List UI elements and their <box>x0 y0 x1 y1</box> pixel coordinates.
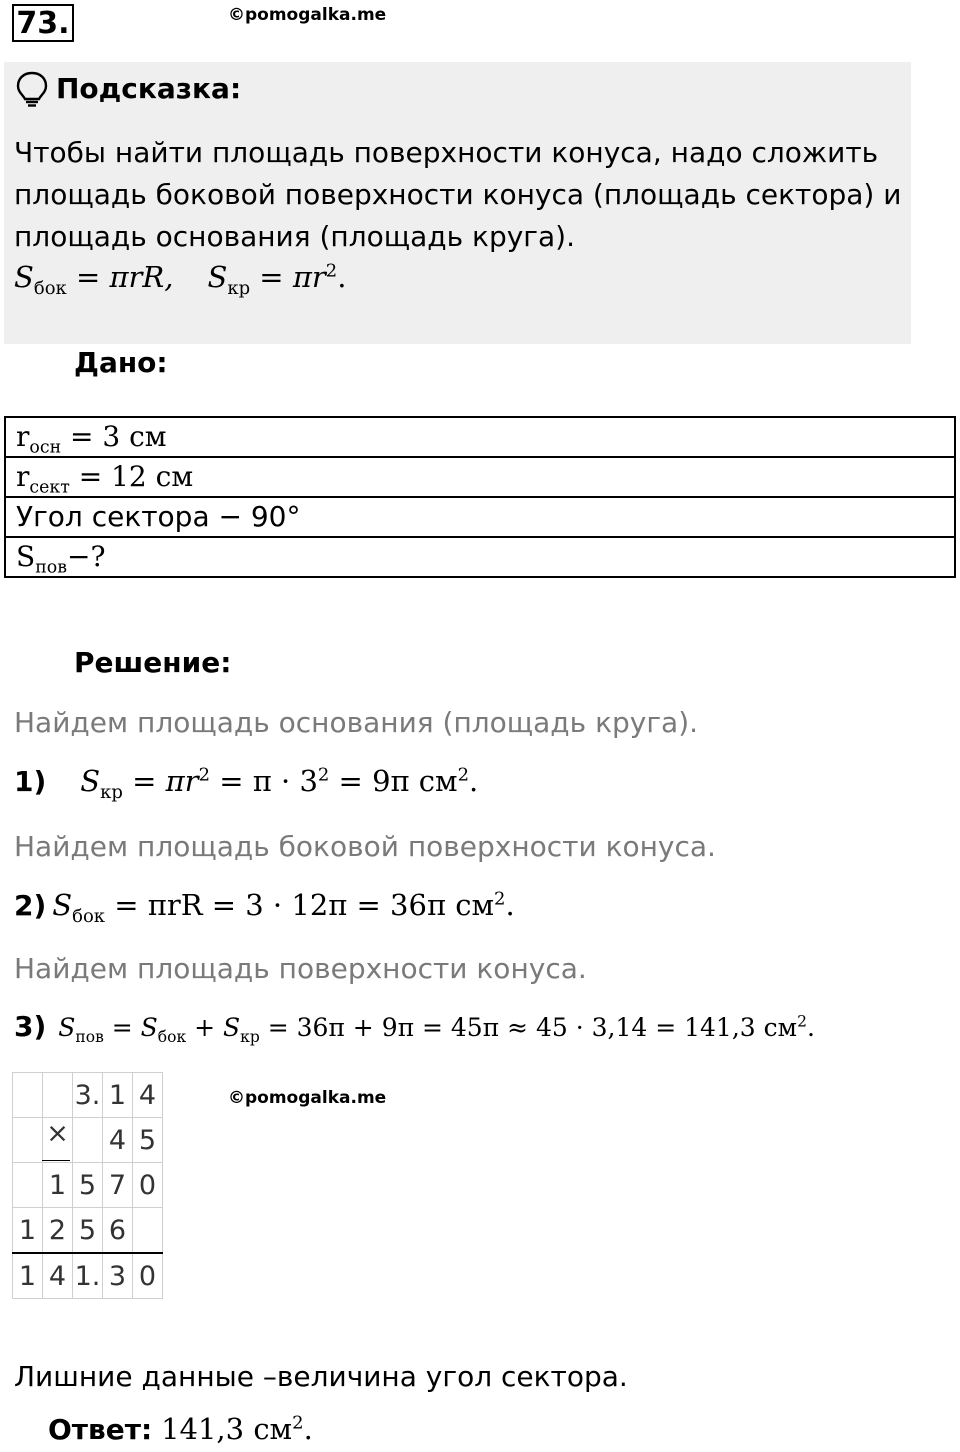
hint-formula-kr-sub: кр <box>227 277 251 299</box>
hint-title: Подсказка: <box>56 72 242 105</box>
answer-value <box>161 1412 313 1446</box>
calc-row-5 <box>13 1253 163 1299</box>
calc-row-1 <box>13 1073 163 1118</box>
r-sekt-value: = 12 см <box>69 460 194 493</box>
r-osn-sub: осн <box>29 437 62 458</box>
calc-cell: 5 <box>73 1208 103 1254</box>
step-2-a: = πrR = 3 · 12π = 36π см <box>105 888 495 922</box>
hint-formula <box>14 260 346 299</box>
step-1-label: 1) <box>14 765 47 798</box>
calc-cell: 1 <box>13 1253 43 1299</box>
step-3-end: . <box>806 1013 815 1042</box>
step-1-symbol: S <box>80 764 101 798</box>
step-1-c: = 9π см <box>329 764 458 798</box>
solution-title: Решение: <box>74 646 232 679</box>
step-1-sub: кр <box>100 781 123 803</box>
answer-number: 141,3 см <box>161 1412 293 1446</box>
find-symbol: S <box>16 540 36 573</box>
given-row-r-osn <box>6 418 954 458</box>
calc-cell: 1. <box>73 1253 103 1299</box>
hint-formula-bok-sub: бок <box>33 277 67 299</box>
calc-cell <box>133 1208 163 1254</box>
solution-step-2 <box>14 888 515 927</box>
hint-formula-kr-exp: 2 <box>325 260 338 282</box>
answer-exp: 2 <box>292 1412 304 1434</box>
r-osn-symbol: r <box>16 420 30 453</box>
step-3-symbol-2: S <box>140 1013 158 1042</box>
step-3-exp: 2 <box>797 1012 807 1031</box>
calc-cell: 5 <box>73 1163 103 1208</box>
calc-cell: 0 <box>133 1163 163 1208</box>
calc-cell: 1 <box>103 1073 133 1118</box>
find-sub: пов <box>35 557 67 578</box>
r-sekt-sub: сект <box>29 477 70 498</box>
calc-cell <box>43 1073 73 1118</box>
answer-end: . <box>303 1412 313 1446</box>
step-2-symbol: S <box>52 888 73 922</box>
calc-cell: 5 <box>133 1118 163 1163</box>
step-1-b: = π · 3 <box>210 764 318 798</box>
calc-cell: 1 <box>43 1163 73 1208</box>
step-3-symbol-3: S <box>223 1013 241 1042</box>
given-row-find <box>6 538 954 578</box>
watermark-bottom: ©pomogalka.me <box>228 1088 387 1108</box>
calc-cell <box>13 1163 43 1208</box>
calc-cell: 3 <box>103 1253 133 1299</box>
step-3-sub-2: бок <box>157 1028 187 1046</box>
solution-comment-3: Найдем площадь поверхности конуса. <box>14 952 587 985</box>
step-3-mid-2: + <box>186 1013 223 1042</box>
calc-cell: 2 <box>43 1208 73 1254</box>
hint-formula-end: . <box>337 260 347 294</box>
hint-line-2: площадь боковой поверхности конуса (площадь сектора) и <box>14 178 902 211</box>
calc-row-2 <box>13 1118 163 1163</box>
hint-formula-s1: S <box>14 260 34 294</box>
calc-row-4 <box>13 1208 163 1254</box>
hint-line-3: площадь основания (площадь круга). <box>14 220 575 253</box>
calc-cell: × <box>43 1118 73 1163</box>
step-2-a-exp: 2 <box>494 888 506 910</box>
given-table <box>4 416 956 578</box>
given-row-angle: Угол сектора − 90° <box>6 498 954 538</box>
step-3-mid-1: = <box>103 1013 141 1042</box>
watermark-top: ©pomogalka.me <box>228 5 387 25</box>
calc-cell: 4 <box>103 1118 133 1163</box>
step-1-end: . <box>469 764 479 798</box>
solution-step-3 <box>14 1010 815 1046</box>
calc-cell: 3. <box>73 1073 103 1118</box>
step-2-label: 2) <box>14 889 47 922</box>
hint-formula-kr-rhs: = πr <box>250 260 326 294</box>
lightbulb-icon <box>14 70 50 108</box>
multiply-underline <box>42 1160 70 1161</box>
step-3-sub-1: пов <box>75 1028 104 1046</box>
calc-cell: 7 <box>103 1163 133 1208</box>
step-3-sub-3: кр <box>240 1028 260 1046</box>
hint-formula-s2: S <box>207 260 228 294</box>
solution-step-1 <box>14 764 478 803</box>
step-1-a: = πr <box>122 764 199 798</box>
step-3-rest: = 36π + 9π = 45π ≈ 45 · 3,14 = 141,3 см <box>259 1013 798 1042</box>
calc-cell <box>73 1118 103 1163</box>
step-2-sub: бок <box>72 905 106 927</box>
step-1-a-exp: 2 <box>198 764 210 786</box>
given-row-r-sekt <box>6 458 954 498</box>
hint-line-1: Чтобы найти площадь поверхности конуса, надо сложить <box>14 136 879 169</box>
answer <box>48 1412 313 1446</box>
calc-cell: 4 <box>43 1253 73 1299</box>
r-osn-value: = 3 см <box>61 420 167 453</box>
calc-cell <box>13 1118 43 1163</box>
extra-data-note: Лишние данные –величина угол сектора. <box>14 1360 628 1393</box>
calc-cell <box>13 1073 43 1118</box>
solution-comment-1: Найдем площадь основания (площадь круга). <box>14 706 699 739</box>
r-sekt-symbol: r <box>16 460 30 493</box>
calc-cell: 6 <box>103 1208 133 1254</box>
calc-row-3 <box>13 1163 163 1208</box>
answer-label: Ответ: <box>48 1413 153 1446</box>
hint-formula-bok-rhs: = πrR, <box>66 260 174 294</box>
solution-comment-2: Найдем площадь боковой поверхности конуса. <box>14 830 716 863</box>
step-3-symbol-1: S <box>58 1013 76 1042</box>
given-title: Дано: <box>74 346 168 379</box>
calc-cell: 0 <box>133 1253 163 1299</box>
step-1-c-exp: 2 <box>457 764 470 786</box>
multiplication-grid <box>12 1072 163 1299</box>
find-value: −? <box>66 540 106 573</box>
problem-number: 73. <box>12 4 74 42</box>
step-1-b-exp: 2 <box>317 764 330 786</box>
calc-cell: 4 <box>133 1073 163 1118</box>
step-3-label: 3) <box>14 1010 47 1043</box>
step-2-end: . <box>505 888 515 922</box>
calc-cell: 1 <box>13 1208 43 1254</box>
